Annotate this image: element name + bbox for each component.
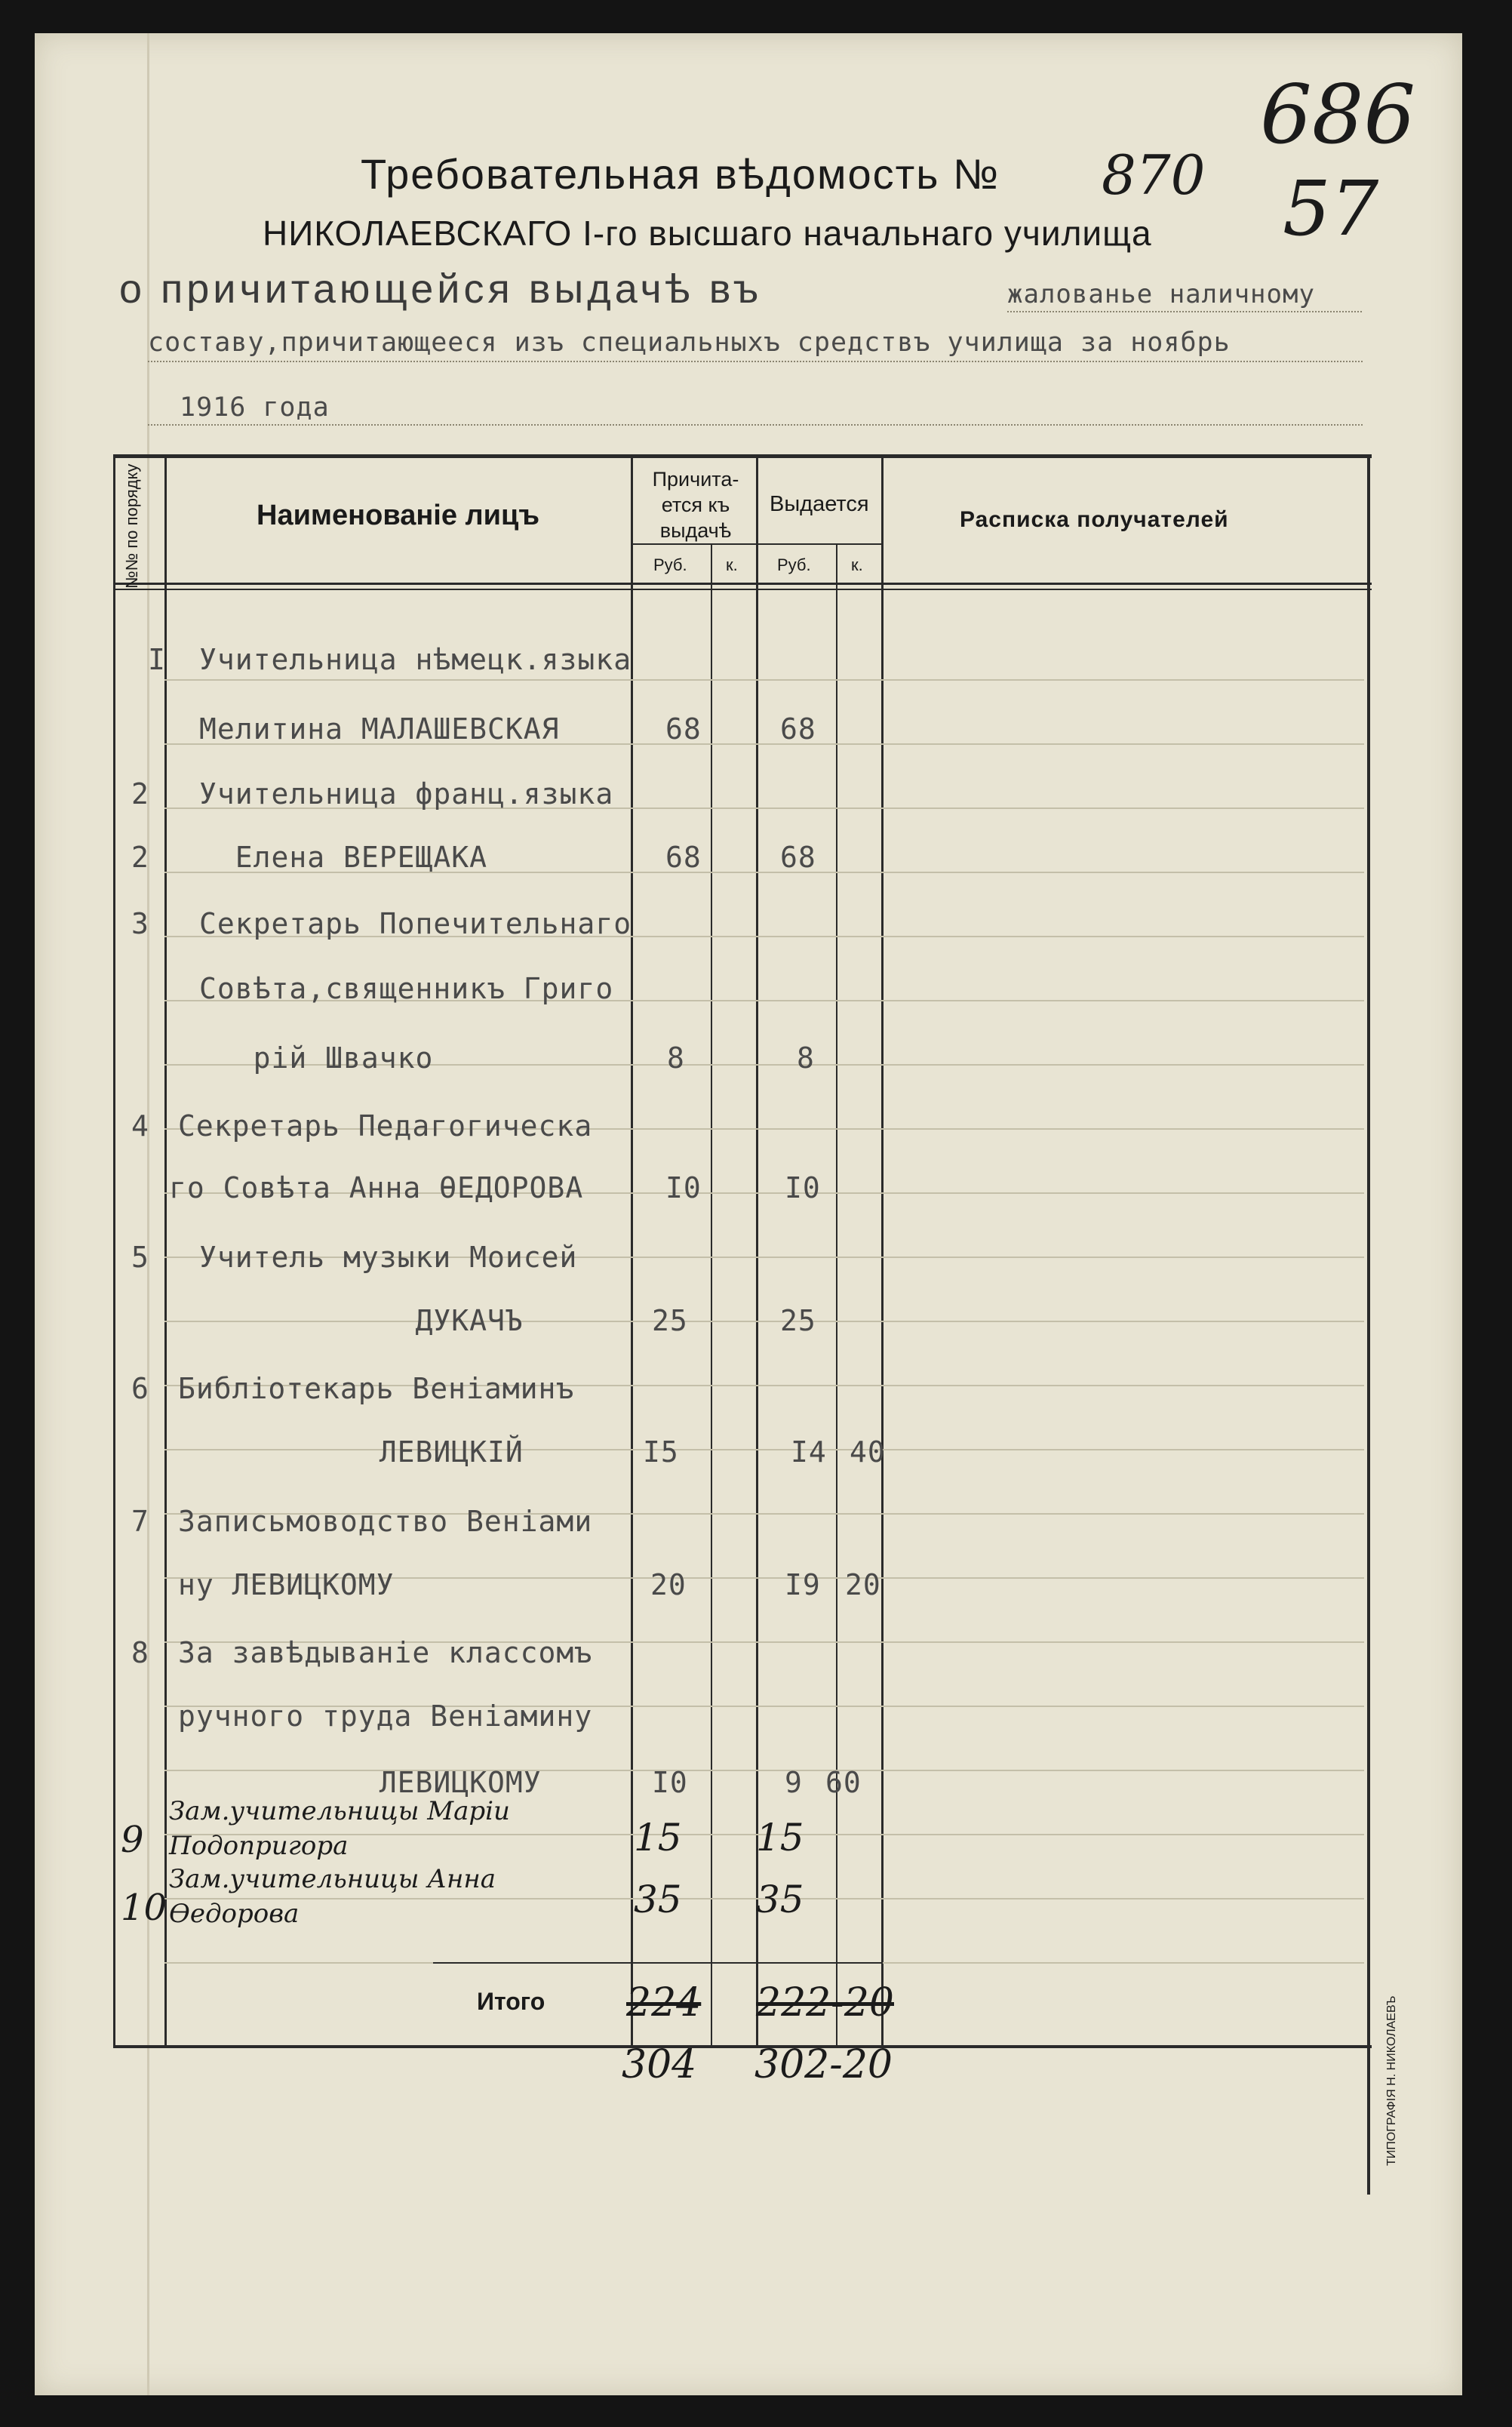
row-number: 10: [121, 1887, 167, 1929]
due-rub: 8: [667, 1041, 685, 1075]
row-name-line: Записьмоводство Веніами: [178, 1505, 593, 1538]
row-name-line: ну ЛЕВИЦКОМУ: [178, 1568, 395, 1601]
issued-rub: 8: [797, 1041, 815, 1075]
column-divider: [631, 454, 633, 2048]
row-number: 4: [131, 1109, 149, 1143]
total-issued-corrected: 302-20: [754, 2042, 893, 2087]
table-top-border: [113, 454, 1372, 458]
table-right-border: [1367, 454, 1370, 2195]
due-rub: 20: [650, 1568, 687, 1601]
table-header-border: [113, 583, 1372, 585]
issued-rub: 9: [785, 1766, 803, 1799]
row-name-line: Учительница нѣмецк.языка: [199, 643, 632, 676]
document-title: Требовательная вѣдомость №: [361, 150, 1000, 198]
row-number: 7: [131, 1505, 149, 1538]
issued-rub: 68: [780, 712, 816, 746]
row-number: I: [148, 643, 166, 676]
issued-rub: I0: [785, 1171, 821, 1204]
document-number: 870: [1102, 143, 1206, 207]
total-label: Итого: [477, 1988, 545, 2015]
corner-number-top: 686: [1260, 68, 1416, 162]
row-name-line: Зам.учительницы Маріи: [169, 1796, 510, 1826]
total-separator: [433, 1962, 883, 1964]
due-rub: I0: [652, 1766, 688, 1799]
row-name-line: Секретарь Попечительнаго: [199, 907, 632, 940]
header-line1-printed: о причитающейся выдачѣ въ: [119, 266, 763, 312]
issued-rub: 15: [756, 1816, 804, 1859]
due-rub: 15: [634, 1816, 682, 1859]
row-name-line: Елена ВЕРЕЩАКА: [199, 841, 488, 874]
issued-rub: 68: [780, 841, 816, 874]
subheader-rub: Руб.: [653, 555, 687, 574]
row-name-line: Ѳедорова: [169, 1899, 300, 1929]
issued-kop: 60: [825, 1766, 862, 1799]
header-line1-typed: жалованье наличному: [1007, 279, 1315, 309]
row-name-line: Секретарь Педагогическа: [178, 1109, 593, 1143]
total-issued-struck: 222-20: [756, 1980, 894, 2026]
row-name-line: Подопригора: [169, 1831, 349, 1861]
row-name-line: Совѣта,священникъ Григо: [199, 972, 614, 1005]
subheader-kop: к.: [851, 555, 863, 574]
header-line3-typed: 1916 года: [180, 392, 330, 423]
subheader-kop: к.: [726, 555, 738, 574]
row-name-line: За завѣдываніе классомъ: [178, 1636, 593, 1669]
due-rub: 25: [652, 1304, 688, 1337]
due-rub: 68: [665, 841, 702, 874]
due-rub: I0: [665, 1171, 702, 1204]
issued-rub: 35: [756, 1878, 804, 1921]
row-number: 5: [131, 1241, 149, 1274]
row-name-line: ЛЕВИЦКОМУ: [199, 1766, 542, 1799]
row-number: 6: [131, 1372, 149, 1405]
table-bottom-border: [113, 2045, 1372, 2048]
column-divider: [836, 543, 837, 2045]
column-header-issued: Выдается: [770, 492, 869, 516]
dotted-line: [148, 424, 1363, 426]
row-name-line: Учитель музыки Моисей: [199, 1241, 578, 1274]
issued-kop: 20: [845, 1568, 881, 1601]
dotted-line: [1007, 311, 1362, 312]
corner-number-bottom: 57: [1283, 165, 1379, 253]
due-rub: I5: [643, 1435, 679, 1469]
issued-kop: 40: [850, 1435, 886, 1469]
column-divider: [711, 543, 712, 2045]
row-name-line: ДУКАЧЪ: [199, 1304, 524, 1337]
row-number: 3: [131, 907, 149, 940]
column-divider: [881, 454, 884, 2048]
document-sheet: [35, 33, 1462, 2395]
total-due-struck: 224: [626, 1980, 702, 2026]
issued-rub: I4: [791, 1435, 827, 1469]
row-name-line: ЛЕВИЦКІЙ: [199, 1435, 524, 1469]
ruled-line: [164, 679, 1364, 681]
row-number: 2: [131, 777, 149, 811]
due-rub: 68: [665, 712, 702, 746]
row-number-repeat: 2: [131, 841, 149, 874]
table-left-border: [113, 454, 115, 2048]
row-number: 9: [121, 1819, 144, 1861]
issued-rub: 25: [780, 1304, 816, 1337]
row-name-line: Учительница франц.языка: [199, 777, 614, 811]
subheader-rub: Руб.: [777, 555, 811, 574]
issued-rub: I9: [785, 1568, 821, 1601]
column-divider: [756, 454, 758, 2048]
row-name-line: Мелитина МАЛАШЕВСКАЯ: [199, 712, 560, 746]
school-name: НИКОЛАЕВСКАГО І-го высшаго начальнаго училища: [263, 214, 1152, 253]
row-name-line: рій Швачко: [199, 1041, 434, 1075]
column-header-receipt: Расписка получателей: [960, 507, 1229, 532]
column-header-num: №№ по порядку: [122, 463, 141, 589]
table-header-border: [113, 589, 1372, 590]
due-rub: 35: [634, 1878, 682, 1921]
printer-mark: ТИПОГРАФІЯ Н. НИКОЛАЕВЪ: [1385, 1995, 1398, 2166]
sheet-fold-line: [147, 33, 149, 2395]
row-name-line: ручного труда Веніамину: [178, 1700, 593, 1733]
row-name-line: Зам.учительницы Анна: [169, 1864, 496, 1894]
dotted-line: [148, 361, 1363, 362]
row-name-line: Библіотекарь Веніаминъ: [178, 1372, 575, 1405]
row-name-line: го Совѣта Анна ѲЕДОРОВА: [169, 1171, 584, 1204]
total-due-corrected: 304: [622, 2042, 697, 2087]
subheader-divider: [632, 543, 881, 545]
row-number: 8: [131, 1636, 149, 1669]
header-line2-typed: составу,причитающееся изъ специальныхъ средствъ училища за ноябрь: [148, 328, 1231, 358]
column-divider: [164, 454, 167, 2048]
column-header-due: Причита-ется къ выдачѣ: [652, 468, 739, 542]
column-header-name: Наименованіе лицъ: [257, 500, 540, 531]
